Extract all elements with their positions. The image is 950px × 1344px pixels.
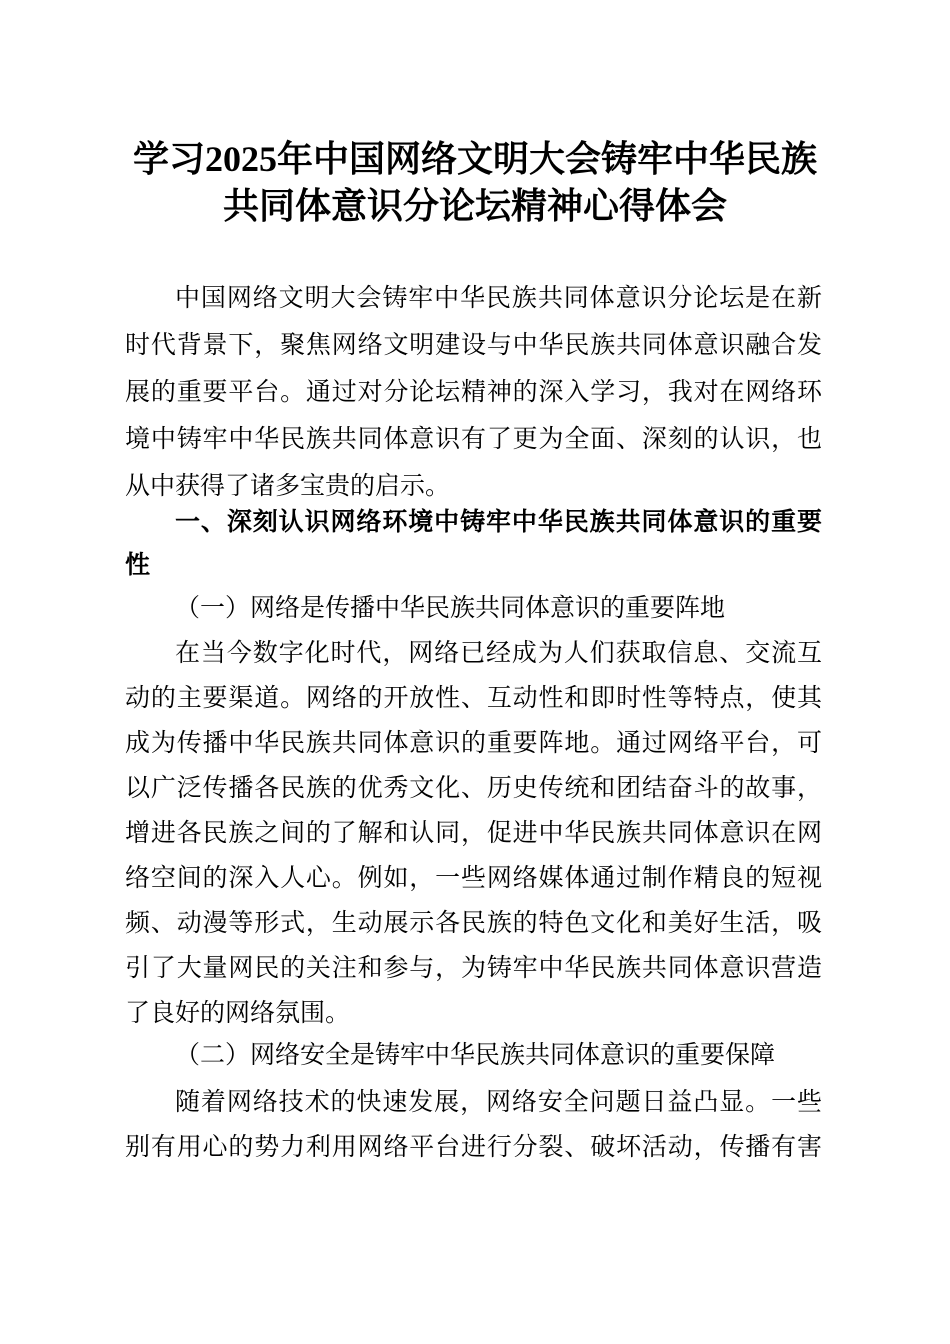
subsection-paragraph: [125, 1079, 822, 1169]
text-line: 随着网络技术的快速发展，网络安全问题日益凸显。一些: [175, 1087, 822, 1116]
text-line: 频、动漫等形式，生动展示各民族的特色文化和美好生活，吸: [125, 908, 822, 937]
text-line: 增进各民族之间的了解和认同，促进中华民族共同体意识在网: [125, 818, 822, 847]
subsection-heading: [125, 1033, 822, 1077]
text-line: 别有用心的势力利用网络平台进行分裂、破坏活动，传播有害: [125, 1132, 822, 1161]
title-line: 学习2025年中国网络文明大会铸牢中华民族: [132, 139, 817, 179]
text-line: 中国网络文明大会铸牢中华民族共同体意识分论坛是在新: [175, 283, 822, 312]
text-line: 境中铸牢中华民族共同体意识有了更为全面、深刻的认识，也: [125, 424, 822, 453]
text-line: 在当今数字化时代，网络已经成为人们获取信息、交流互: [175, 638, 822, 667]
text-line: 了良好的网络氛围。: [125, 998, 351, 1027]
intro-paragraph: [125, 274, 822, 509]
subheading-line: （一）网络是传播中华民族共同体意识的重要阵地: [175, 593, 726, 622]
subsection-heading: [125, 586, 822, 630]
text-line: 动的主要渠道。网络的开放性、互动性和即时性等特点，使其: [125, 683, 822, 712]
text-line: 时代背景下，聚焦网络文明建设与中华民族共同体意识融合发: [125, 330, 822, 359]
text-line: 从中获得了诸多宝贵的启示。: [125, 471, 451, 500]
text-line: 引了大量网民的关注和参与，为铸牢中华民族共同体意识营造: [125, 953, 822, 982]
section-heading: [125, 500, 822, 586]
heading-line: 一、深刻认识网络环境中铸牢中华民族共同体意识的重要: [175, 507, 822, 536]
title-line: 共同体意识分论坛精神心得体会: [222, 186, 727, 226]
subheading-line: （二）网络安全是铸牢中华民族共同体意识的重要保障: [175, 1040, 776, 1069]
text-line: 展的重要平台。通过对分论坛精神的深入学习，我对在网络环: [125, 377, 822, 406]
text-line: 络空间的深入人心。例如，一些网络媒体通过制作精良的短视: [125, 863, 822, 892]
text-line: 成为传播中华民族共同体意识的重要阵地。通过网络平台，可: [125, 728, 822, 757]
heading-line: 性: [125, 550, 151, 579]
subsection-paragraph: [125, 630, 822, 1035]
document-title: [100, 136, 850, 230]
text-line: 以广泛传播各民族的优秀文化、历史传统和团结奋斗的故事，: [125, 773, 822, 802]
